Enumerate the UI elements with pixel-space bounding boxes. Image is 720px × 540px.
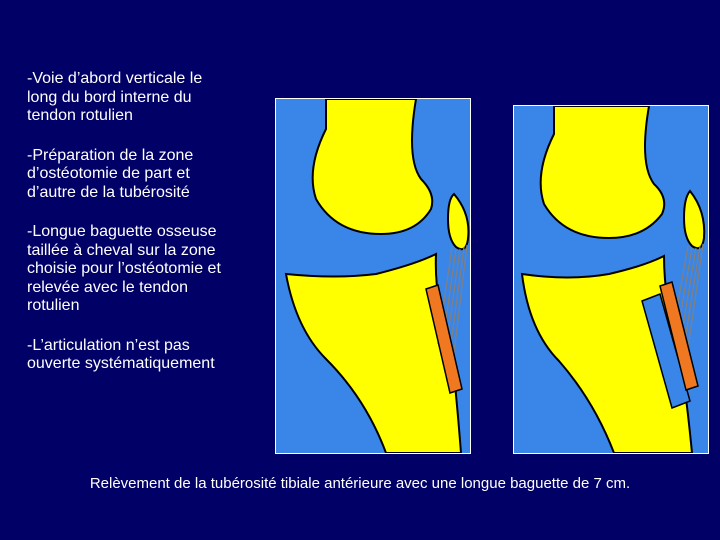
bullet-joint: -L’articulation n’est pas ouverte systématiquement bbox=[27, 336, 215, 372]
figure-caption: Relèvement de la tubérosité tibiale antérieure avec une longue baguette de 7 cm. bbox=[89, 475, 631, 492]
femur bbox=[541, 106, 665, 238]
bullet-bone-strip: -Longue baguette osseuse taillée à cheval sur la zone choisie pour l’ostéotomie et relevée avec le tendon rotulien bbox=[27, 223, 221, 314]
knee-diagram-left bbox=[275, 98, 471, 454]
knee-diagram-right bbox=[513, 105, 709, 454]
bullet-preparation: -Préparation de la zone d’ostéotomie de part et d’autre de la tubérosité bbox=[27, 146, 194, 201]
bullet-list bbox=[27, 70, 267, 395]
bullet-approach: -Voie d’abord verticale le long du bord interne du tendon rotulien bbox=[27, 70, 203, 124]
